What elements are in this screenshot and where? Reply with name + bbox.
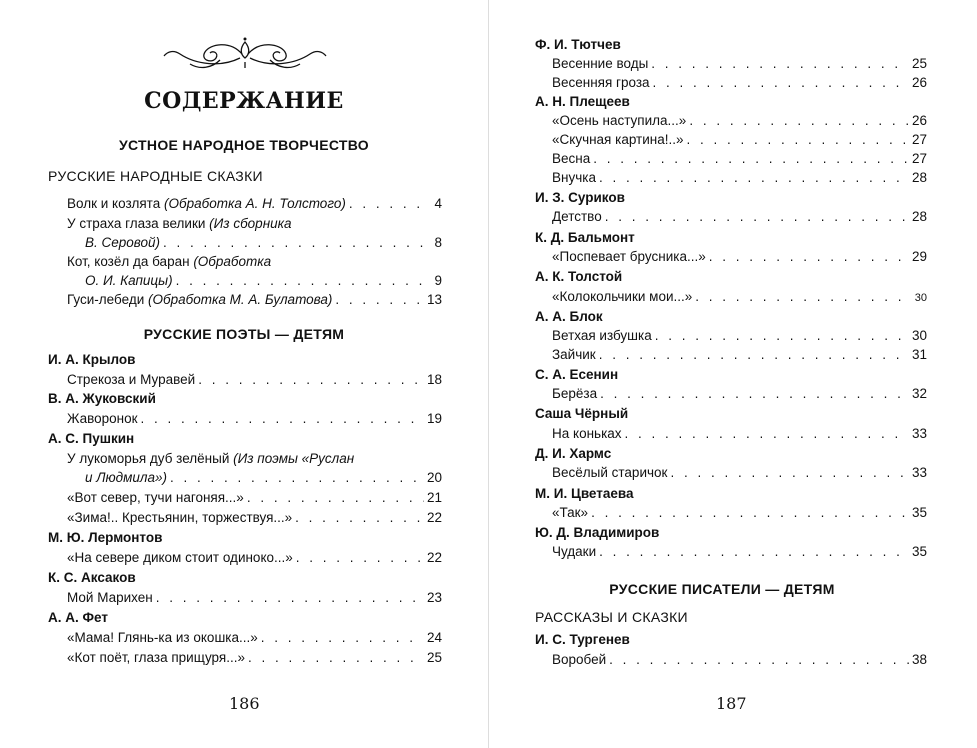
toc-entry[interactable] (552, 75, 927, 90)
page-ref: 24 (426, 630, 442, 645)
author-name: А. С. Пушкин (48, 431, 135, 446)
entry-title: Внучка (552, 170, 596, 185)
toc-entry[interactable] (67, 490, 442, 505)
toc-entry[interactable] (67, 196, 442, 211)
section-heading: РУССКИЕ ПОЭТЫ — ДЕТЯМ (143, 326, 345, 342)
entry-note: (Обработка М. А. Булатова) (148, 292, 333, 307)
entry-title: Воробей (552, 652, 607, 667)
ornament-flourish-icon (160, 34, 330, 74)
page-ref: 29 (911, 249, 927, 264)
page-ref: 26 (911, 113, 927, 128)
entry-note: (Обработка (193, 254, 272, 269)
page-ref: 23 (426, 590, 442, 605)
toc-entry[interactable] (552, 151, 927, 166)
toc-entry[interactable] (85, 273, 442, 288)
toc-entry[interactable] (552, 170, 927, 185)
entry-title: Гуси-лебеди (67, 292, 145, 307)
toc-entry[interactable] (552, 386, 927, 401)
page-ref: 22 (426, 550, 442, 565)
dot-leader (695, 289, 911, 304)
entry-title: На коньках (552, 426, 622, 441)
page-ref: 20 (426, 470, 442, 485)
entry-title: «Поспевает брусника...» (552, 249, 706, 264)
entry-title: «Колокольчики мои...» (552, 289, 693, 304)
entry-title: У страха глаза велики (67, 216, 206, 231)
dot-leader (653, 75, 909, 90)
entry-title: Кот, козёл да баран (67, 254, 190, 269)
dot-leader (600, 386, 909, 401)
page-ref: 27 (911, 151, 927, 166)
dot-leader (625, 426, 909, 441)
toc-entry[interactable] (552, 289, 927, 304)
entry-note: и Людмила») (85, 470, 168, 485)
dot-leader (599, 347, 909, 362)
author-name: И. С. Тургенев (535, 632, 630, 647)
author-name: М. Ю. Лермонтов (48, 530, 163, 545)
dot-leader (687, 132, 909, 147)
entry-title: Ветхая избушка (552, 328, 652, 343)
dot-leader (296, 550, 424, 565)
dot-leader (709, 249, 909, 264)
dot-leader (655, 328, 909, 343)
entry-title: Детство (552, 209, 602, 224)
entry-title: Зайчик (552, 347, 596, 362)
section-heading: РУССКИЕ ПИСАТЕЛИ — ДЕТЯМ (609, 581, 835, 597)
entry-title: Весенние воды (552, 56, 649, 71)
entry-title: «Мама! Глянь-ка из окошка...» (67, 630, 258, 645)
toc-entry[interactable] (552, 56, 927, 71)
toc-entry[interactable] (552, 328, 927, 343)
toc-entry-line[interactable] (67, 216, 292, 231)
page-ref: 18 (426, 372, 442, 387)
toc-entry[interactable] (85, 470, 442, 485)
author-name: Ф. И. Тютчев (535, 37, 621, 52)
author-name: К. Д. Бальмонт (535, 230, 635, 245)
dot-leader (176, 273, 432, 288)
entry-note: (Обработка А. Н. Толстого) (164, 196, 346, 211)
page-ref: 33 (911, 465, 927, 480)
subsection-heading: РАССКАЗЫ И СКАЗКИ (535, 609, 688, 625)
page-ref: 19 (426, 411, 442, 426)
page-number: 186 (229, 694, 260, 713)
toc-entry[interactable] (67, 630, 442, 645)
toc-entry[interactable] (552, 652, 927, 667)
right-page (489, 0, 977, 748)
toc-entry[interactable] (552, 113, 927, 128)
subsection-heading: РУССКИЕ НАРОДНЫЕ СКАЗКИ (48, 168, 263, 184)
toc-entry[interactable] (552, 505, 927, 520)
page-ref: 4 (434, 196, 442, 211)
author-name: Д. И. Хармс (535, 446, 612, 461)
dot-leader (591, 505, 909, 520)
entry-title: Берёза (552, 386, 598, 401)
entry-title: «Зима!.. Крестьянин, торжествуя...» (67, 510, 293, 525)
page-ref: 30 (911, 328, 927, 343)
dot-leader (170, 470, 424, 485)
toc-entry[interactable] (67, 590, 442, 605)
page-ref: 9 (434, 273, 442, 288)
page-ref: 31 (911, 347, 927, 362)
author-name: А. А. Блок (535, 309, 603, 324)
author-name: А. К. Толстой (535, 269, 623, 284)
dot-leader (156, 590, 424, 605)
dot-leader (198, 372, 424, 387)
toc-entry[interactable] (67, 411, 442, 426)
page-ref: 25 (911, 56, 927, 71)
page-ref: 35 (911, 544, 927, 559)
page-ref: 26 (911, 75, 927, 90)
toc-entry[interactable] (67, 550, 442, 565)
toc-entry[interactable] (552, 544, 927, 559)
toc-entry[interactable] (552, 465, 927, 480)
entry-title: Мой Марихен (67, 590, 153, 605)
author-name: К. С. Аксаков (48, 570, 136, 585)
dot-leader (599, 544, 909, 559)
dot-leader (247, 490, 424, 505)
dot-leader (163, 235, 431, 250)
author-name: М. И. Цветаева (535, 486, 634, 501)
dot-leader (248, 650, 424, 665)
entry-title: «Скучная картина!..» (552, 132, 684, 147)
dot-leader (141, 411, 424, 426)
toc-entry[interactable] (552, 132, 927, 147)
entry-note: В. Серовой) (85, 235, 161, 250)
toc-entry[interactable] (552, 426, 927, 441)
page-ref: 35 (911, 505, 927, 520)
author-name: Ю. Д. Владимиров (535, 525, 660, 540)
entry-title: Стрекоза и Муравей (67, 372, 196, 387)
toc-entry[interactable] (552, 347, 927, 362)
toc-entry-line[interactable] (67, 254, 271, 269)
dot-leader (609, 652, 909, 667)
page-ref: 28 (911, 209, 927, 224)
toc-entry[interactable] (67, 650, 442, 665)
entry-note: (Из сборника (209, 216, 292, 231)
page-number: 187 (716, 694, 747, 713)
dot-leader (335, 292, 424, 307)
entry-title: «Осень наступила...» (552, 113, 687, 128)
entry-title: «Вот север, тучи нагоняя...» (67, 490, 244, 505)
entry-title: «На севере диком стоит одиноко...» (67, 550, 293, 565)
page-ref: 38 (911, 652, 927, 667)
toc-entry[interactable] (552, 209, 927, 224)
toc-entry[interactable] (552, 249, 927, 264)
dot-leader (599, 170, 909, 185)
author-name: И. З. Суриков (535, 190, 625, 205)
page-ref: 27 (911, 132, 927, 147)
author-name: Саша Чёрный (535, 406, 629, 421)
page-ref: 13 (426, 292, 442, 307)
entry-title: Весна (552, 151, 591, 166)
entry-title: Жаворонок (67, 411, 138, 426)
page-ref: 8 (434, 235, 442, 250)
toc-entry[interactable] (67, 510, 442, 525)
page-ref: 25 (426, 650, 442, 665)
author-name: А. А. Фет (48, 610, 108, 625)
entry-title: Волк и козлята (67, 196, 161, 211)
toc-entry-line[interactable] (67, 451, 354, 466)
page-ref: 21 (426, 490, 442, 505)
author-name: И. А. Крылов (48, 352, 136, 367)
dot-leader (605, 209, 909, 224)
page-ref: 33 (911, 426, 927, 441)
dot-leader (261, 630, 424, 645)
dot-leader (689, 113, 909, 128)
author-name: С. А. Есенин (535, 367, 619, 382)
page-ref: 22 (426, 510, 442, 525)
page-title: СОДЕРЖАНИЕ (144, 88, 344, 114)
toc-entry[interactable] (85, 235, 442, 250)
left-page (0, 0, 488, 748)
author-name: В. А. Жуковский (48, 391, 156, 406)
toc-entry[interactable] (67, 292, 442, 307)
author-name: А. Н. Плещеев (535, 94, 630, 109)
entry-title: Весёлый старичок (552, 465, 668, 480)
entry-title: «Так» (552, 505, 589, 520)
dot-leader (295, 510, 424, 525)
dot-leader (593, 151, 909, 166)
entry-title: «Кот поёт, глаза прищуря...» (67, 650, 245, 665)
dot-leader (349, 196, 432, 211)
entry-title: Весенняя гроза (552, 75, 650, 90)
dot-leader (670, 465, 909, 480)
toc-entry[interactable] (67, 372, 442, 387)
page-ref: 30 (914, 292, 927, 304)
entry-title: Чудаки (552, 544, 597, 559)
entry-note: (Из поэмы «Руслан (233, 451, 355, 466)
page-ref: 32 (911, 386, 927, 401)
dot-leader (651, 56, 909, 71)
entry-title: У лукоморья дуб зелёный (67, 451, 230, 466)
section-heading: УСТНОЕ НАРОДНОЕ ТВОРЧЕСТВО (118, 137, 369, 153)
entry-note: О. И. Капицы) (85, 273, 173, 288)
page-ref: 28 (911, 170, 927, 185)
